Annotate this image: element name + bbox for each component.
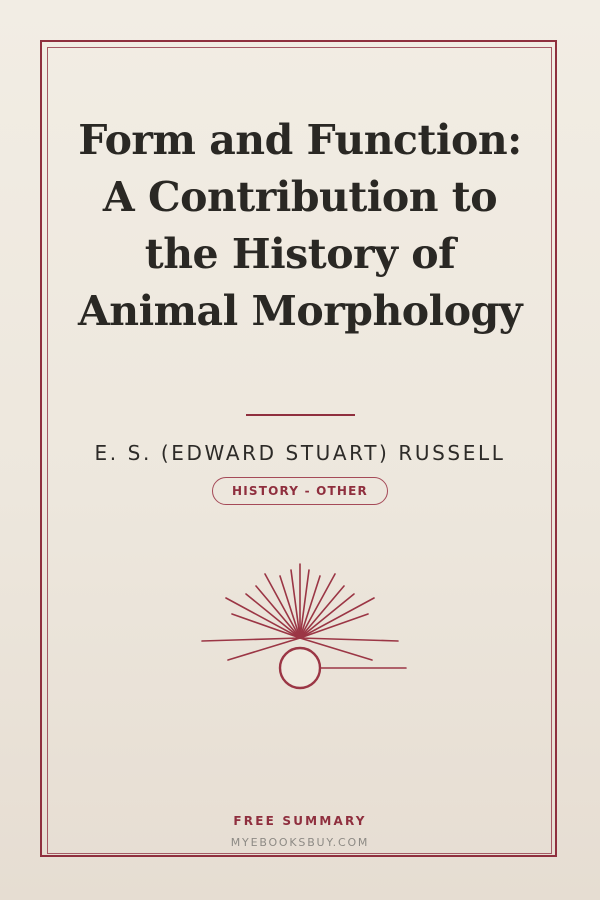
title-divider — [246, 414, 355, 416]
book-title: Form and Function: A Contribution to the History of Animal Morphology — [77, 116, 523, 335]
free-summary-label: FREE SUMMARY — [233, 814, 367, 828]
sunburst-icon — [180, 550, 420, 700]
genre-badge: HISTORY - OTHER — [212, 477, 388, 505]
site-name: MYEBOOKSBUY.COM — [230, 836, 370, 849]
book-author: E. S. (EDWARD STUART) RUSSELL — [94, 441, 506, 465]
